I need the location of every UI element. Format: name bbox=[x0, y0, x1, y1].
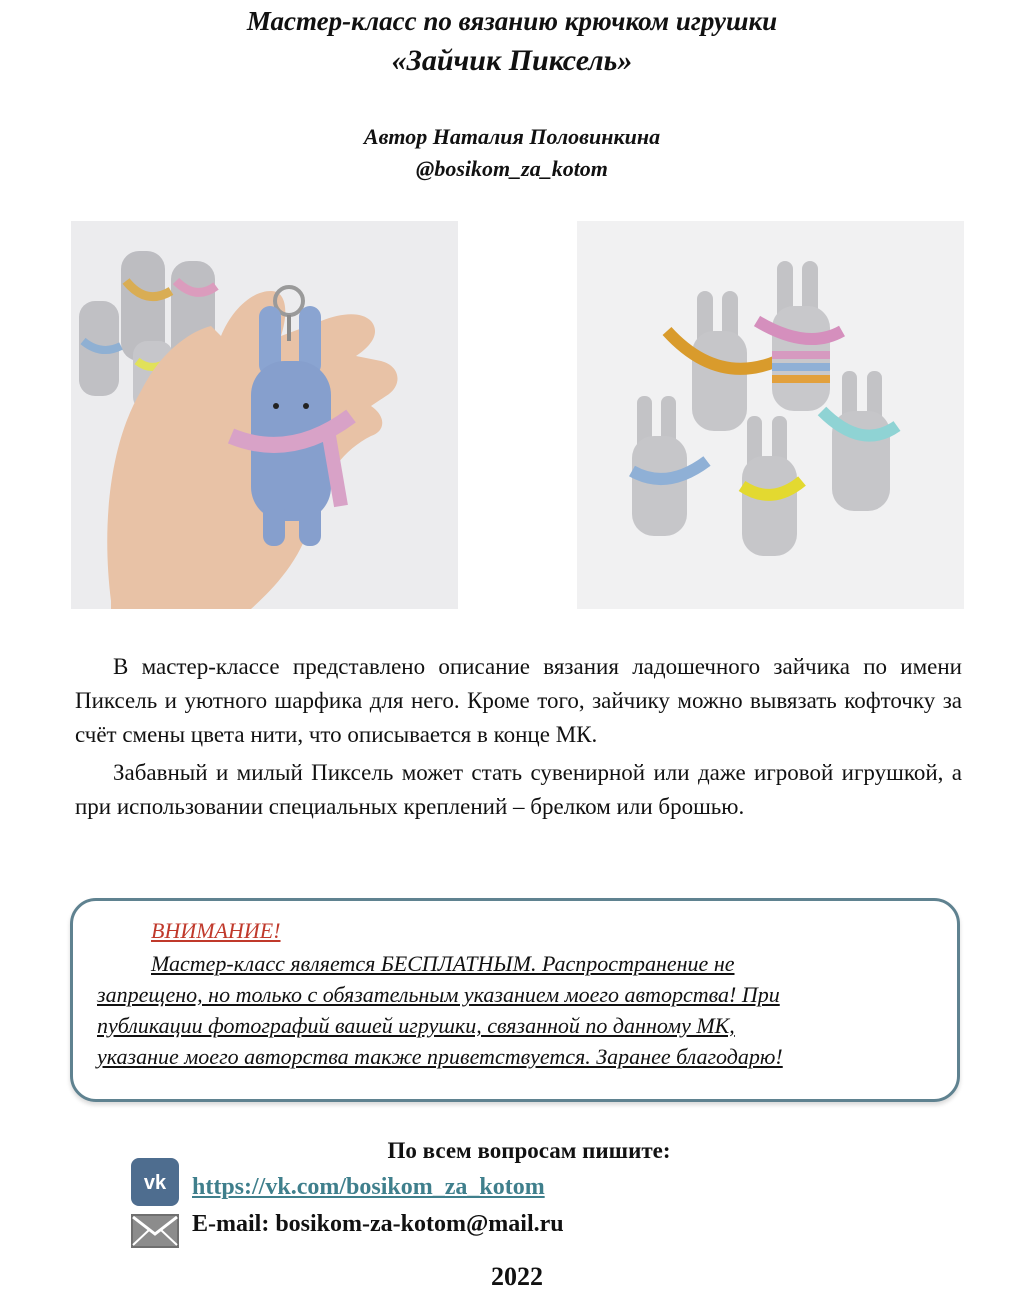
photo-bunny-group bbox=[577, 221, 964, 609]
notice-line: запрещено, но только с обязательным указанием моего авторства! При bbox=[97, 982, 780, 1007]
year: 2022 bbox=[491, 1262, 543, 1291]
usage-paragraph: Забавный и милый Пиксель может стать сувенирной или даже игровой игрушкой, а при использовании специальных креплений – брелком или брошью. bbox=[75, 760, 962, 819]
title-line-2: «Зайчик Пиксель» bbox=[391, 44, 633, 77]
vk-link[interactable]: https://vk.com/bosikom_za_kotom bbox=[192, 1174, 545, 1200]
notice-line: Мастер-класс является БЕСПЛАТНЫМ. Распространение не bbox=[151, 951, 735, 976]
notice-line: указание моего авторства также приветствуется. Заранее благодарю! bbox=[97, 1044, 783, 1069]
notice-box bbox=[70, 898, 960, 1102]
notice-line: публикации фотографий вашей игрушки, связанной по данному МК, bbox=[97, 1013, 735, 1038]
vk-icon[interactable] bbox=[131, 1158, 179, 1206]
notice-heading: ВНИМАНИЕ! bbox=[151, 918, 281, 943]
title-line-1: Мастер-класс по вязанию крючком игрушки bbox=[246, 6, 778, 36]
photo-hand-bunny bbox=[71, 221, 458, 609]
contact-heading: По всем вопросам пишите: bbox=[387, 1138, 671, 1163]
author-handle: @bosikom_za_kotom bbox=[416, 156, 608, 181]
envelope-icon bbox=[131, 1214, 179, 1248]
intro-paragraph: В мастер-классе представлено описание вязания ладошечного зайчика по имени Пиксель и уютного шарфика для него. Кроме того, зайчику можно вывязать кофточку за счёт смены цвета нити, что описывается в конце МК. bbox=[75, 654, 962, 747]
svg-text:vk: vk bbox=[143, 1172, 167, 1194]
author-name: Автор Наталия Половинкина bbox=[363, 124, 661, 149]
email-address: E-mail: bosikom-za-kotom@mail.ru bbox=[192, 1211, 564, 1237]
